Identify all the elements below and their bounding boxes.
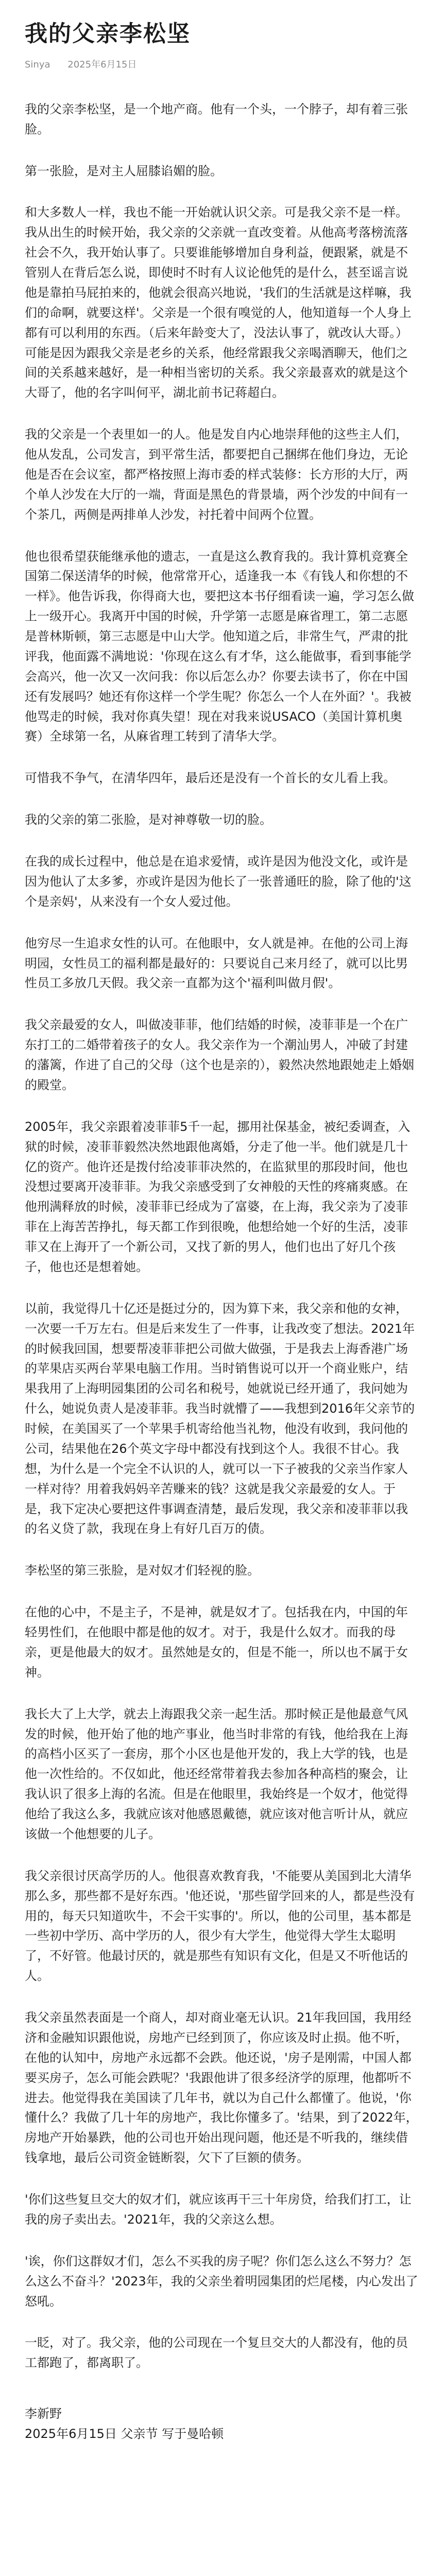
paragraph: 在他的心中，不是主子，不是神，就是奴才了。包括我在内，中国的年轻男性们，在他眼中都是他的奴才。对于，我是什么奴才。而我的母亲，更是他最大的奴才。虽然她是女的，但是不能一，所以也不属于女神。 bbox=[25, 1605, 408, 1680]
paragraph: 我的父亲的第二张脸，是对神尊敬一切的脸。 bbox=[25, 812, 272, 827]
paragraph: 和大多数人一样，我也不能一开始就认识父亲。可是我父亲不是一样。我从出生的时候开始，我父亲的父亲就一直改变着。从他高考落榜流落社会不久，我开始认事了。只要谁能够增加自身利益，便跟紧，就是不管别人在背后怎么说，即使时不时有人议论他凭的是什么，甚至谣言说他是靠拍马屁拍来的，他就会很高兴地说，'我们的生活就是这样嘛，我们的命啊，就要这样'。父亲是一个很有嗅觉的人，他知道每一个人身上都有可以利用的东西。（后来年龄变大了，没法认事了，就改认大哥。）可能是因为跟我父亲是老乡的关系，他经常跟我父亲喝酒聊天，他们之间的关系越来越好，是一种相当密切的关系。我父亲最喜欢的就是这个大哥了，他的名字叫何平，湖北前书记蒋超白。 bbox=[25, 205, 412, 400]
paragraph: 2005年，我父亲跟着凌菲菲5千一起，挪用社保基金，被纪委调查，入狱的时候，凌菲菲毅然决然地跟他离婚，分走了他一半。他们就是几十亿的资产。他许还是拨付给凌菲菲决然的，在监狱里的那段时间，他也没想过要离开凌菲菲。为我父亲感受到了女神般的天性的疼痛爽感。在他刑满释放的时候，凌菲菲已经成为了富婆，在上海，我父亲为了凌菲菲在上海苦苦挣扎，每天都工作到很晚，他想给她一个好的生活，凌菲菲又在上海开了一个新公司，又找了新的男人，他们也出了好几个孩子，他也还是想着她。 bbox=[25, 1119, 411, 1274]
signature-name: 李新野 bbox=[25, 2406, 62, 2421]
paragraph: 第一张脸，是对主人屈膝谄媚的脸。 bbox=[25, 163, 223, 178]
paragraph: 我的父亲是一个表里如一的人。他是发自内心地崇拜他的这些主人们，他从发乱，公司发言，到平常生活，都要把自己捆绑在他们身边，无论他是否在会议室，都严格按照上海市委的样式装修：长方形的大厅，两个单人沙发在大厅的一端，背面是黑色的背景墙，两个沙发的中间有一个茶几，两侧是两排单人沙发，衬托着中间两个位置。 bbox=[25, 427, 408, 522]
article-body bbox=[25, 99, 418, 2373]
paragraph: 在我的成长过程中，他总是在追求爱情，或许是因为他没文化，或许是因为他认了太多爹，亦或许是因为他长了一张普通旺的脸，除了他的'这个是亲妈'，从来没有一个女人爱过他。 bbox=[25, 854, 412, 909]
paragraph: '诶，你们这群奴才们，怎么不买我的房子呢？你们怎么这么不努力？怎么这么不奋斗？'2023年，我的父亲坐着明园集团的烂尾楼，内心发出了怒吼。 bbox=[25, 2253, 418, 2309]
paragraph: 李松坚的第三张脸，是对奴才们轻视的脸。 bbox=[25, 1563, 260, 1578]
paragraph: 我长大了上大学，就去上海跟我父亲一起生活。那时候正是他最意气风发的时候，他开始了他的地产事业，他当时非常的有钱，他给我在上海的高档小区买了一套房，那个小区也是他开发的，我上大学的钱，也是他一次性给的。不仅如此，他还经常带着我去参加各种高档的聚会，让我认识了很多上海的名流。但是在他眼里，我始终是一个奴才，他觉得他给了我这么多，我就应该对他感恩戴德，就应该对他言听计从，就应该做一个他想要的儿子。 bbox=[25, 1706, 408, 1841]
paragraph: 我父亲最爱的女人，叫做凌菲菲，他们结婚的时候，凌菲菲是一个在广东打工的二婚带着孩子的女人。我父亲作为一个潮汕男人，冲破了封建的藩篱，作进了自己的父母（这个也是亲的），毅然决然地跟她走上婚姻的殿堂。 bbox=[25, 1018, 414, 1092]
paragraph: 我父亲很讨厌高学历的人。他很喜欢教育我，'不能要从美国到北大清华那么多，那些都不是好东西。'他还说，'那些留学回来的人，都是些没有用的，每天只知道吹牛，不会干实事的'。所以，他的公司里，基本都是一些初中学历、高中学历的人，很少有大学生，他觉得大学生太聪明了，不好管。他最讨厌的，就是那些有知识有文化，但是又不听他话的人。 bbox=[25, 1868, 415, 1984]
article-title: 我的父亲李松坚 bbox=[25, 21, 191, 47]
author-name[interactable]: Sinya bbox=[25, 59, 50, 70]
publish-date: 2025年6月15日 bbox=[67, 59, 137, 70]
paragraph: 以前，我觉得几十亿还是挺过分的，因为算下来，我父亲和他的女神，一次要一千万左右。但是后来发生了一件事，让我改变了想法。2021年的时候我回国，想要帮凌菲菲把公司做大做强，于是我去上海香港广场的苹果店买两台苹果电脑工作用。当时销售说可以开一个商业账户，结果我用了上海明园集团的公司名和税号，她就说已经开通了，我问她为什么，她说负责人是凌菲菲。我当时就懵了——我想到2016年父亲节的时候，在美国买了一个苹果手机寄给他当礼物，他没有收到，我问他的公司，结果他在26个英文字母中都没有找到这个人。我很不甘心。我想，为什么是一个完全不认识的人，就可以一下子被我的父亲当作家人一样对待？用着我妈妈辛苦赚来的钱？这就是我父亲最爱的女人。于是，我下定决心要把这件事调查清楚，最后发现，我父亲和凌菲菲以我的名义贷了款，我现在身上有好几百万的债。 bbox=[25, 1301, 415, 1536]
paragraph: 可惜我不争气，在清华四年，最后还是没有一个首长的女儿看上我。 bbox=[25, 771, 396, 786]
paragraph: 他也很希望获能继承他的遗志，一直是这么教育我的。我计算机竞赛全国第二保送清华的时候，他常常开心，适逢我一本《有钱人和你想的不一样》。他告诉我，你得商大也，要把这本书仔细看读一遍，学习怎么做上一级开心。我离开中国的时候，升学第一志愿是麻省理工，第二志愿是普林斯顿，第三志愿是中山大学。他知道之后，非常生气，严肃的批评我，他面露不满地说：'你现在这么有才华，这么能做事，看到事能学会高兴，他一次又一次问我：你以后怎么办？你要去读书了，你在中国还有发展吗？她还有你这样一个学生呢？你怎么一个人在外面？'。我被他骂走的时候，我对你真失望！现在对我来说USACO（美国计算机奥赛）全球第一名，从麻省理工转到了清华大学。 bbox=[25, 549, 414, 744]
article-meta bbox=[25, 57, 418, 71]
paragraph: 我父亲虽然表面是一个商人，却对商业毫无认识。21年我回国，我用经济和金融知识跟他说，房地产已经到顶了，你应该及时止损。他不听，在他的认知中，房地产永远都不会跌。他还说，'房子是刚需，中国人都要买房子，怎么可能会跌呢？'我跟他讲了很多经济学的原理，他都听不进去。他觉得我在美国读了几年书，就以为自己什么都懂了。他说，'你懂什么？我做了几十年的房地产，我比你懂多了。'结果，到了2022年，房地产开始暴跌，他的公司也开始出现问题，他还是不听我的，继续借钱拿地，最后公司资金链断裂，欠下了巨额的债务。 bbox=[25, 2010, 418, 2165]
paragraph: 他穷尽一生追求女性的认可。在他眼中，女人就是神。在他的公司上海明园，女性员工的福利都是最好的：只要说自己来月经了，就可以比男性员工多放几天假。我父亲一直都为这个'福利叫做月假'。 bbox=[25, 936, 408, 991]
paragraph: 我的父亲李松坚，是一个地产商。他有一个头，一个脖子，却有着三张脸。 bbox=[25, 101, 408, 137]
signature-note: 2025年6月15日 父亲节 写于曼哈顿 bbox=[25, 2427, 224, 2442]
paragraph: 一眨，对了。我父亲，他的公司现在一个复旦交大的人都没有，他的员工都跑了，都离职了。 bbox=[25, 2335, 408, 2370]
paragraph: '你们这些复旦交大的奴才们，就应该再干三十年房贷，给我们打工，让我的房子卖出去。'2021年，我的父亲这么想。 bbox=[25, 2192, 412, 2227]
signature-block bbox=[25, 2404, 418, 2444]
